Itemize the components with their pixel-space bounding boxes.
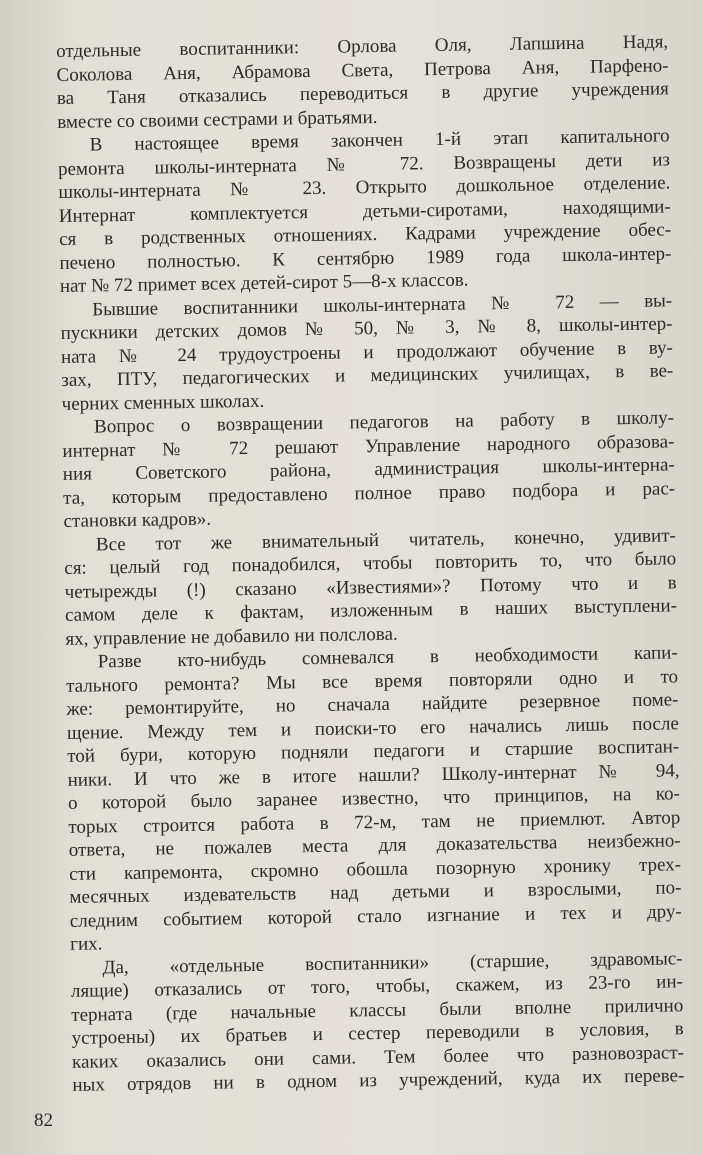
text-line: школы-интерната № 23. Открыто дошкольное отделение.	[58, 172, 671, 203]
page-number: 82	[34, 1110, 53, 1131]
text-line: ната № 24 трудоустроены и продолжают обучение в ву-	[60, 336, 674, 368]
text-line: ремонта школы-интерната № 72. Возвращены дети из	[57, 148, 671, 180]
text-line: ся: целый год понадобился, чтобы повторить то, что было	[64, 548, 677, 579]
text-line: ва Таня отказались переводиться в другие учреждения	[56, 78, 670, 109]
text-line: интернат № 72 решают Управление народного образова-	[62, 430, 675, 462]
text-line: черних сменных школах.	[61, 390, 265, 415]
text-line: терната (где начальные классы были вполне прилично	[71, 994, 684, 1026]
text-line: тального ремонта? Мы все время повторяли одно и то	[65, 665, 679, 697]
text-line: месячных издевательств над детьми и взрослыми, по-	[69, 877, 682, 908]
text-line: печено полностью. К сентябрю 1989 года школа-интер-	[59, 242, 672, 274]
text-line: ных отрядов ни в одном из учреждений, куда их переве-	[72, 1065, 685, 1096]
text-line: устроены) их братьев и сестер переводили в условия, в	[71, 1018, 684, 1049]
text-line: Все тот же внимательный читатель, конечно, удивит-	[95, 524, 677, 555]
text-line: становки кадров».	[63, 508, 212, 532]
text-line: ответа, не пожалев места для доказательства неизбежно-	[68, 830, 681, 861]
text-line: Да, «отдельные воспитанники» (старшие, здравомыс-	[102, 947, 683, 978]
text-line: о которой было заранее известно, что принципов, на ко-	[67, 783, 681, 814]
text-line: той бури, которую подняли педагоги и старшие воспитан-	[67, 736, 680, 767]
text-line: сти капремонта, скромно обошла позорную хронику трех-	[68, 853, 682, 885]
text-line: ся в родственных отношениях. Кадрами учреждение обес-	[58, 219, 672, 250]
text-line: Разве кто-нибудь сомневался в необходимости капи-	[97, 642, 678, 673]
text-line: каких оказались они сами. Тем более что разновозраст-	[71, 1041, 685, 1073]
text-line: гих.	[70, 933, 103, 955]
text-line: пускники детских домов № 50, № 3, № 8, школы-интер-	[60, 313, 673, 344]
text-line: ях, управление не добавило ни полслова.	[65, 623, 398, 650]
text-line: Вопрос о возвращении педагогов на работу в школу-	[93, 407, 675, 438]
text-line: четырежды (!) сказано «Известиями»? Потому что и в	[64, 571, 677, 603]
text-line: нат № 72 примет всех детей-сирот 5—8-х классов.	[59, 269, 469, 297]
text-line: щение. Между тем и поиски-то его начались лишь после	[66, 712, 679, 744]
text-line: ники. И что же в итоге нашли? Школу-интернат № 94,	[67, 759, 680, 791]
text-line: ния Советского района, администрация школы-интерна-	[62, 454, 675, 485]
text-line: Бывшие воспитанники школы-интерната № 72 — вы-	[92, 289, 673, 320]
text-line: лящие) отказались от того, чтобы, скажем, из 23-го ин-	[70, 971, 684, 1002]
text-line: следним событием которой стало изгнание и тех и дру-	[69, 900, 682, 932]
text-line: Интернат комплектуется детьми-сиротами, находящими-	[58, 195, 671, 227]
text-line: В настоящее время закончен 1-й этап капитального	[89, 125, 670, 156]
text-line: зах, ПТУ, педагогических и медицинских училищах, в ве-	[61, 360, 674, 391]
text-line: вместе со своими сестрами и братьями.	[57, 106, 378, 133]
text-line: же: ремонтируйте, но сначала найдите резервное поме-	[66, 689, 679, 720]
text-line: та, которым предоставлено полное право подбора и рас-	[63, 477, 676, 509]
text-line: торых строится работа в 72-м, там не приемлют. Автор	[68, 806, 681, 838]
body-text	[56, 30, 685, 1097]
text-line: отдельные воспитанники: Орлова Оля, Лапшина Надя,	[56, 31, 669, 62]
text-line: Соколова Аня, Абрамова Света, Петрова Аня, Парфено-	[56, 54, 669, 86]
text-line: самом деле к фактам, изложенным в наших выступлени-	[64, 595, 678, 626]
